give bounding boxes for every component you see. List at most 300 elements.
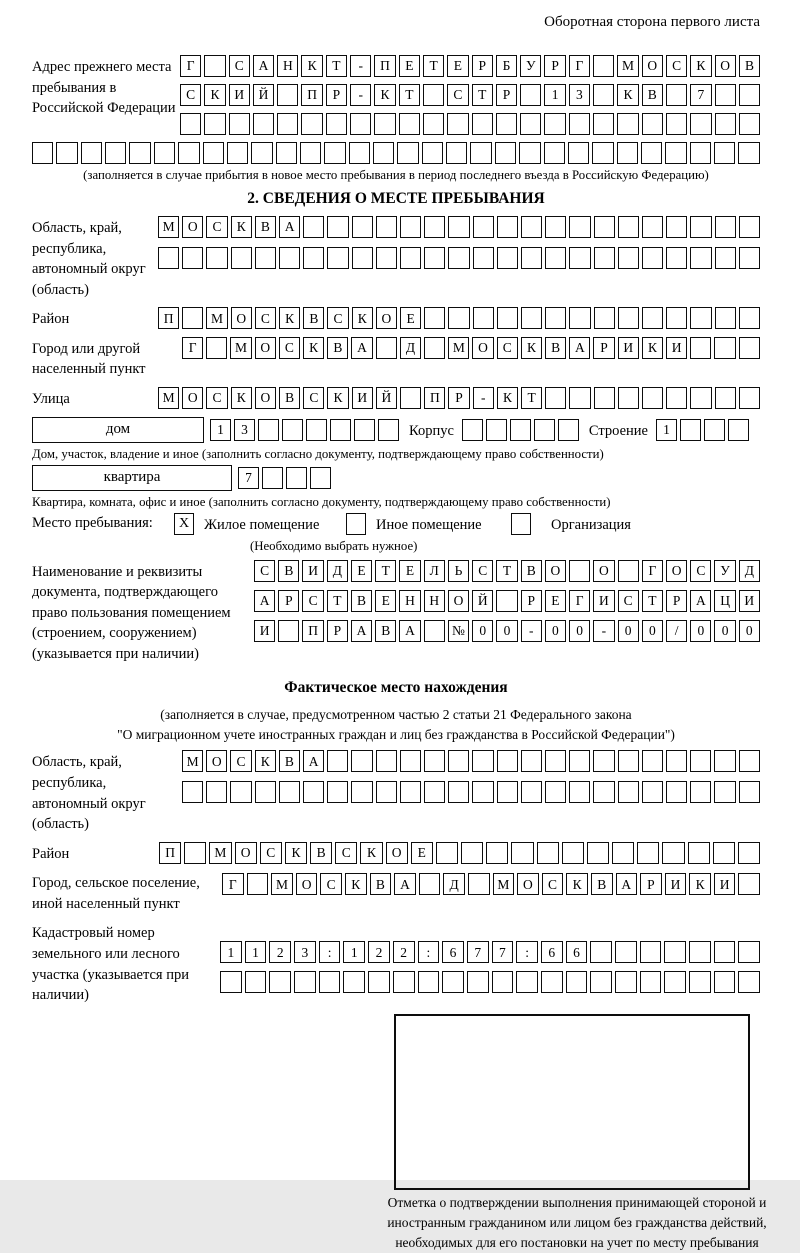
char-cell[interactable]: Г bbox=[642, 560, 663, 582]
char-cell[interactable]: К bbox=[204, 84, 225, 106]
char-cell[interactable]: Г bbox=[182, 337, 203, 359]
char-cell[interactable] bbox=[468, 873, 490, 895]
char-cell[interactable] bbox=[399, 113, 420, 135]
char-cell[interactable] bbox=[545, 307, 566, 329]
document-line-2[interactable] bbox=[254, 590, 760, 612]
char-cell[interactable] bbox=[473, 216, 494, 238]
char-cell[interactable]: Д bbox=[327, 560, 348, 582]
prev-address-line-3[interactable] bbox=[180, 113, 760, 135]
char-cell[interactable] bbox=[594, 247, 615, 269]
char-cell[interactable] bbox=[278, 620, 299, 642]
char-cell[interactable]: У bbox=[714, 560, 735, 582]
char-cell[interactable] bbox=[739, 750, 760, 772]
char-cell[interactable]: 0 bbox=[472, 620, 493, 642]
char-cell[interactable] bbox=[690, 142, 711, 164]
char-cell[interactable] bbox=[569, 113, 590, 135]
char-cell[interactable]: Р bbox=[496, 84, 517, 106]
char-cell[interactable] bbox=[618, 247, 639, 269]
char-cell[interactable] bbox=[376, 247, 397, 269]
char-cell[interactable] bbox=[424, 307, 445, 329]
char-cell[interactable] bbox=[714, 781, 735, 803]
char-cell[interactable] bbox=[495, 142, 516, 164]
char-cell[interactable] bbox=[424, 781, 445, 803]
char-cell[interactable]: С bbox=[230, 750, 251, 772]
char-cell[interactable]: К bbox=[352, 307, 373, 329]
char-cell[interactable] bbox=[105, 142, 126, 164]
char-cell[interactable]: В bbox=[279, 387, 300, 409]
char-cell[interactable]: / bbox=[666, 620, 687, 642]
char-cell[interactable] bbox=[470, 142, 491, 164]
char-cell[interactable]: В bbox=[310, 842, 332, 864]
char-cell[interactable] bbox=[739, 113, 760, 135]
char-cell[interactable]: О bbox=[593, 560, 614, 582]
char-cell[interactable]: : bbox=[319, 941, 341, 963]
char-cell[interactable] bbox=[569, 750, 590, 772]
char-cell[interactable]: Г bbox=[569, 590, 590, 612]
char-cell[interactable]: В bbox=[375, 620, 396, 642]
char-cell[interactable]: 7 bbox=[690, 84, 711, 106]
char-cell[interactable] bbox=[714, 941, 736, 963]
char-cell[interactable]: Е bbox=[545, 590, 566, 612]
char-cell[interactable] bbox=[352, 216, 373, 238]
char-cell[interactable] bbox=[327, 750, 348, 772]
char-cell[interactable] bbox=[424, 337, 445, 359]
char-cell[interactable] bbox=[593, 781, 614, 803]
char-cell[interactable]: Г bbox=[180, 55, 201, 77]
char-cell[interactable]: П bbox=[424, 387, 445, 409]
char-cell[interactable] bbox=[521, 781, 542, 803]
char-cell[interactable]: В bbox=[739, 55, 760, 77]
char-cell[interactable] bbox=[516, 971, 538, 993]
char-cell[interactable] bbox=[612, 842, 634, 864]
char-cell[interactable] bbox=[738, 971, 760, 993]
district-line[interactable] bbox=[158, 307, 760, 329]
char-cell[interactable] bbox=[349, 142, 370, 164]
char-cell[interactable] bbox=[423, 113, 444, 135]
char-cell[interactable] bbox=[255, 781, 276, 803]
char-cell[interactable]: 3 bbox=[569, 84, 590, 106]
char-cell[interactable]: К bbox=[360, 842, 382, 864]
char-cell[interactable]: М bbox=[230, 337, 251, 359]
char-cell[interactable]: 0 bbox=[569, 620, 590, 642]
char-cell[interactable]: С bbox=[335, 842, 357, 864]
char-cell[interactable]: О bbox=[386, 842, 408, 864]
char-cell[interactable] bbox=[423, 84, 444, 106]
char-cell[interactable]: 0 bbox=[642, 620, 663, 642]
char-cell[interactable]: Е bbox=[375, 590, 396, 612]
char-cell[interactable] bbox=[245, 971, 267, 993]
char-cell[interactable]: С bbox=[206, 216, 227, 238]
char-cell[interactable] bbox=[545, 781, 566, 803]
char-cell[interactable]: К bbox=[231, 216, 252, 238]
char-cell[interactable]: С bbox=[279, 337, 300, 359]
char-cell[interactable] bbox=[262, 467, 283, 489]
char-cell[interactable]: М bbox=[493, 873, 515, 895]
char-cell[interactable] bbox=[664, 941, 686, 963]
char-cell[interactable]: Л bbox=[424, 560, 445, 582]
char-cell[interactable]: № bbox=[448, 620, 469, 642]
char-cell[interactable] bbox=[303, 216, 324, 238]
char-cell[interactable] bbox=[446, 142, 467, 164]
char-cell[interactable] bbox=[617, 113, 638, 135]
char-cell[interactable]: - bbox=[350, 84, 371, 106]
char-cell[interactable] bbox=[326, 113, 347, 135]
char-cell[interactable] bbox=[714, 750, 735, 772]
char-cell[interactable] bbox=[617, 142, 638, 164]
char-cell[interactable] bbox=[400, 750, 421, 772]
char-cell[interactable]: 6 bbox=[541, 941, 563, 963]
char-cell[interactable]: С bbox=[447, 84, 468, 106]
char-cell[interactable] bbox=[680, 419, 701, 441]
document-line-3[interactable] bbox=[254, 620, 760, 642]
char-cell[interactable]: А bbox=[394, 873, 416, 895]
char-cell[interactable] bbox=[544, 142, 565, 164]
char-cell[interactable] bbox=[327, 247, 348, 269]
char-cell[interactable]: С bbox=[542, 873, 564, 895]
char-cell[interactable] bbox=[32, 142, 53, 164]
char-cell[interactable] bbox=[327, 216, 348, 238]
char-cell[interactable] bbox=[129, 142, 150, 164]
char-cell[interactable] bbox=[497, 750, 518, 772]
char-cell[interactable] bbox=[81, 142, 102, 164]
char-cell[interactable] bbox=[534, 419, 555, 441]
char-cell[interactable] bbox=[568, 142, 589, 164]
char-cell[interactable] bbox=[279, 247, 300, 269]
char-cell[interactable] bbox=[587, 842, 609, 864]
char-cell[interactable]: И bbox=[593, 590, 614, 612]
char-cell[interactable] bbox=[269, 971, 291, 993]
char-cell[interactable] bbox=[715, 84, 736, 106]
char-cell[interactable]: О bbox=[231, 307, 252, 329]
char-cell[interactable] bbox=[486, 419, 507, 441]
char-cell[interactable] bbox=[689, 971, 711, 993]
char-cell[interactable]: Е bbox=[399, 560, 420, 582]
actual-region-line-2[interactable] bbox=[182, 781, 760, 803]
char-cell[interactable] bbox=[690, 113, 711, 135]
char-cell[interactable] bbox=[593, 84, 614, 106]
char-cell[interactable]: О bbox=[206, 750, 227, 772]
char-cell[interactable] bbox=[419, 873, 441, 895]
char-cell[interactable]: В bbox=[642, 84, 663, 106]
char-cell[interactable] bbox=[400, 781, 421, 803]
char-cell[interactable]: С bbox=[260, 842, 282, 864]
char-cell[interactable] bbox=[511, 842, 533, 864]
char-cell[interactable] bbox=[343, 971, 365, 993]
char-cell[interactable] bbox=[350, 113, 371, 135]
char-cell[interactable]: И bbox=[714, 873, 736, 895]
char-cell[interactable] bbox=[690, 247, 711, 269]
char-cell[interactable] bbox=[447, 113, 468, 135]
char-cell[interactable] bbox=[666, 113, 687, 135]
char-cell[interactable] bbox=[397, 142, 418, 164]
char-cell[interactable] bbox=[545, 387, 566, 409]
char-cell[interactable] bbox=[472, 750, 493, 772]
document-line-1[interactable] bbox=[254, 560, 760, 582]
char-cell[interactable]: Р bbox=[593, 337, 614, 359]
char-cell[interactable] bbox=[351, 750, 372, 772]
char-cell[interactable] bbox=[422, 142, 443, 164]
char-cell[interactable]: - bbox=[350, 55, 371, 77]
char-cell[interactable] bbox=[739, 337, 760, 359]
char-cell[interactable] bbox=[472, 781, 493, 803]
char-cell[interactable] bbox=[715, 216, 736, 238]
char-cell[interactable]: С bbox=[206, 387, 227, 409]
char-cell[interactable] bbox=[56, 142, 77, 164]
char-cell[interactable]: 1 bbox=[210, 419, 231, 441]
char-cell[interactable] bbox=[497, 307, 518, 329]
char-cell[interactable]: С bbox=[320, 873, 342, 895]
char-cell[interactable] bbox=[448, 307, 469, 329]
char-cell[interactable] bbox=[593, 55, 614, 77]
char-cell[interactable] bbox=[255, 247, 276, 269]
char-cell[interactable] bbox=[300, 142, 321, 164]
char-cell[interactable]: О bbox=[448, 590, 469, 612]
char-cell[interactable]: Т bbox=[423, 55, 444, 77]
char-cell[interactable] bbox=[473, 307, 494, 329]
char-cell[interactable] bbox=[286, 467, 307, 489]
char-cell[interactable]: П bbox=[374, 55, 395, 77]
char-cell[interactable]: 3 bbox=[234, 419, 255, 441]
char-cell[interactable] bbox=[715, 387, 736, 409]
char-cell[interactable] bbox=[496, 113, 517, 135]
house-cells[interactable] bbox=[210, 419, 399, 441]
char-cell[interactable]: О bbox=[517, 873, 539, 895]
char-cell[interactable] bbox=[184, 842, 206, 864]
actual-city-line[interactable] bbox=[222, 873, 760, 895]
cadastral-line-2[interactable] bbox=[220, 971, 760, 993]
char-cell[interactable] bbox=[206, 781, 227, 803]
char-cell[interactable] bbox=[714, 337, 735, 359]
char-cell[interactable] bbox=[666, 84, 687, 106]
char-cell[interactable] bbox=[400, 387, 421, 409]
char-cell[interactable] bbox=[448, 750, 469, 772]
char-cell[interactable] bbox=[461, 842, 483, 864]
char-cell[interactable] bbox=[642, 307, 663, 329]
char-cell[interactable]: О bbox=[182, 216, 203, 238]
char-cell[interactable]: 0 bbox=[739, 620, 760, 642]
char-cell[interactable] bbox=[545, 216, 566, 238]
char-cell[interactable] bbox=[319, 971, 341, 993]
char-cell[interactable]: П bbox=[159, 842, 181, 864]
char-cell[interactable]: Й bbox=[472, 590, 493, 612]
char-cell[interactable]: Т bbox=[375, 560, 396, 582]
char-cell[interactable] bbox=[424, 750, 445, 772]
char-cell[interactable] bbox=[690, 337, 711, 359]
char-cell[interactable]: Н bbox=[399, 590, 420, 612]
char-cell[interactable] bbox=[642, 247, 663, 269]
char-cell[interactable]: В bbox=[278, 560, 299, 582]
char-cell[interactable] bbox=[203, 142, 224, 164]
char-cell[interactable]: Т bbox=[472, 84, 493, 106]
char-cell[interactable]: О bbox=[182, 387, 203, 409]
char-cell[interactable] bbox=[519, 142, 540, 164]
char-cell[interactable] bbox=[664, 971, 686, 993]
char-cell[interactable]: Е bbox=[411, 842, 433, 864]
char-cell[interactable]: Т bbox=[399, 84, 420, 106]
char-cell[interactable]: 0 bbox=[714, 620, 735, 642]
char-cell[interactable]: С bbox=[618, 590, 639, 612]
char-cell[interactable] bbox=[467, 971, 489, 993]
char-cell[interactable]: О bbox=[642, 55, 663, 77]
char-cell[interactable]: С bbox=[666, 55, 687, 77]
char-cell[interactable] bbox=[376, 750, 397, 772]
char-cell[interactable] bbox=[569, 560, 590, 582]
char-cell[interactable]: 0 bbox=[618, 620, 639, 642]
char-cell[interactable]: С bbox=[255, 307, 276, 329]
char-cell[interactable]: В bbox=[521, 560, 542, 582]
char-cell[interactable] bbox=[258, 419, 279, 441]
char-cell[interactable]: О bbox=[715, 55, 736, 77]
char-cell[interactable]: К bbox=[301, 55, 322, 77]
char-cell[interactable]: 1 bbox=[245, 941, 267, 963]
char-cell[interactable] bbox=[442, 971, 464, 993]
char-cell[interactable] bbox=[739, 781, 760, 803]
char-cell[interactable] bbox=[351, 781, 372, 803]
char-cell[interactable]: О bbox=[255, 337, 276, 359]
char-cell[interactable] bbox=[520, 113, 541, 135]
char-cell[interactable]: К bbox=[345, 873, 367, 895]
char-cell[interactable]: Б bbox=[496, 55, 517, 77]
char-cell[interactable]: О bbox=[376, 307, 397, 329]
char-cell[interactable] bbox=[521, 247, 542, 269]
char-cell[interactable]: А bbox=[253, 55, 274, 77]
char-cell[interactable]: 1 bbox=[544, 84, 565, 106]
char-cell[interactable]: К bbox=[327, 387, 348, 409]
char-cell[interactable]: С bbox=[180, 84, 201, 106]
char-cell[interactable] bbox=[569, 216, 590, 238]
char-cell[interactable]: - bbox=[473, 387, 494, 409]
char-cell[interactable] bbox=[376, 781, 397, 803]
char-cell[interactable]: 7 bbox=[492, 941, 514, 963]
char-cell[interactable] bbox=[666, 216, 687, 238]
char-cell[interactable]: К bbox=[617, 84, 638, 106]
char-cell[interactable]: К bbox=[642, 337, 663, 359]
char-cell[interactable]: С bbox=[497, 337, 518, 359]
char-cell[interactable]: 0 bbox=[545, 620, 566, 642]
char-cell[interactable]: А bbox=[690, 590, 711, 612]
char-cell[interactable] bbox=[277, 113, 298, 135]
char-cell[interactable] bbox=[715, 307, 736, 329]
char-cell[interactable]: - bbox=[521, 620, 542, 642]
char-cell[interactable] bbox=[714, 971, 736, 993]
char-cell[interactable]: А bbox=[303, 750, 324, 772]
char-cell[interactable]: А bbox=[351, 337, 372, 359]
char-cell[interactable] bbox=[544, 113, 565, 135]
char-cell[interactable] bbox=[324, 142, 345, 164]
char-cell[interactable] bbox=[690, 781, 711, 803]
char-cell[interactable] bbox=[510, 419, 531, 441]
char-cell[interactable] bbox=[230, 781, 251, 803]
char-cell[interactable]: Т bbox=[521, 387, 542, 409]
char-cell[interactable] bbox=[206, 337, 227, 359]
stroenie-cells[interactable] bbox=[656, 419, 749, 441]
char-cell[interactable] bbox=[618, 750, 639, 772]
char-cell[interactable] bbox=[728, 419, 749, 441]
char-cell[interactable] bbox=[158, 247, 179, 269]
char-cell[interactable] bbox=[690, 216, 711, 238]
stay-type-checkbox-residential[interactable]: X bbox=[174, 513, 194, 535]
char-cell[interactable] bbox=[180, 113, 201, 135]
char-cell[interactable] bbox=[424, 247, 445, 269]
char-cell[interactable] bbox=[739, 307, 760, 329]
char-cell[interactable] bbox=[521, 307, 542, 329]
char-cell[interactable]: К bbox=[566, 873, 588, 895]
char-cell[interactable]: Ц bbox=[714, 590, 735, 612]
char-cell[interactable]: Р bbox=[327, 620, 348, 642]
char-cell[interactable]: С bbox=[327, 307, 348, 329]
char-cell[interactable] bbox=[424, 216, 445, 238]
char-cell[interactable] bbox=[637, 842, 659, 864]
char-cell[interactable] bbox=[594, 307, 615, 329]
char-cell[interactable] bbox=[220, 971, 242, 993]
char-cell[interactable]: 6 bbox=[442, 941, 464, 963]
char-cell[interactable]: М bbox=[182, 750, 203, 772]
char-cell[interactable] bbox=[618, 560, 639, 582]
char-cell[interactable] bbox=[662, 842, 684, 864]
char-cell[interactable] bbox=[739, 247, 760, 269]
stay-type-checkbox-organization[interactable] bbox=[511, 513, 531, 535]
char-cell[interactable] bbox=[593, 750, 614, 772]
char-cell[interactable] bbox=[327, 781, 348, 803]
char-cell[interactable]: Д bbox=[400, 337, 421, 359]
char-cell[interactable] bbox=[594, 387, 615, 409]
char-cell[interactable]: Р bbox=[521, 590, 542, 612]
char-cell[interactable]: М bbox=[448, 337, 469, 359]
char-cell[interactable]: П bbox=[302, 620, 323, 642]
prev-address-line-4[interactable] bbox=[32, 142, 760, 164]
char-cell[interactable] bbox=[690, 307, 711, 329]
char-cell[interactable]: Р bbox=[326, 84, 347, 106]
char-cell[interactable]: И bbox=[666, 337, 687, 359]
char-cell[interactable] bbox=[739, 84, 760, 106]
char-cell[interactable]: Й bbox=[253, 84, 274, 106]
prev-address-line-1[interactable] bbox=[180, 55, 760, 77]
char-cell[interactable] bbox=[182, 781, 203, 803]
actual-district-line[interactable] bbox=[159, 842, 760, 864]
char-cell[interactable] bbox=[206, 247, 227, 269]
char-cell[interactable]: 3 bbox=[294, 941, 316, 963]
city-line[interactable] bbox=[182, 337, 760, 359]
char-cell[interactable]: И bbox=[352, 387, 373, 409]
char-cell[interactable] bbox=[330, 419, 351, 441]
char-cell[interactable] bbox=[713, 842, 735, 864]
char-cell[interactable] bbox=[497, 247, 518, 269]
char-cell[interactable] bbox=[666, 247, 687, 269]
char-cell[interactable]: О bbox=[296, 873, 318, 895]
char-cell[interactable]: В bbox=[279, 750, 300, 772]
char-cell[interactable] bbox=[642, 750, 663, 772]
char-cell[interactable]: И bbox=[618, 337, 639, 359]
actual-region-line-1[interactable] bbox=[182, 750, 760, 772]
char-cell[interactable] bbox=[590, 971, 612, 993]
char-cell[interactable]: В bbox=[351, 590, 372, 612]
char-cell[interactable]: М bbox=[209, 842, 231, 864]
char-cell[interactable]: А bbox=[616, 873, 638, 895]
char-cell[interactable]: : bbox=[516, 941, 538, 963]
char-cell[interactable]: К bbox=[255, 750, 276, 772]
char-cell[interactable]: В bbox=[370, 873, 392, 895]
char-cell[interactable]: П bbox=[158, 307, 179, 329]
char-cell[interactable]: Т bbox=[327, 590, 348, 612]
char-cell[interactable]: У bbox=[520, 55, 541, 77]
char-cell[interactable]: Р bbox=[544, 55, 565, 77]
char-cell[interactable] bbox=[665, 142, 686, 164]
char-cell[interactable]: 1 bbox=[220, 941, 242, 963]
char-cell[interactable]: М bbox=[206, 307, 227, 329]
char-cell[interactable] bbox=[688, 842, 710, 864]
char-cell[interactable] bbox=[436, 842, 458, 864]
char-cell[interactable] bbox=[738, 142, 759, 164]
